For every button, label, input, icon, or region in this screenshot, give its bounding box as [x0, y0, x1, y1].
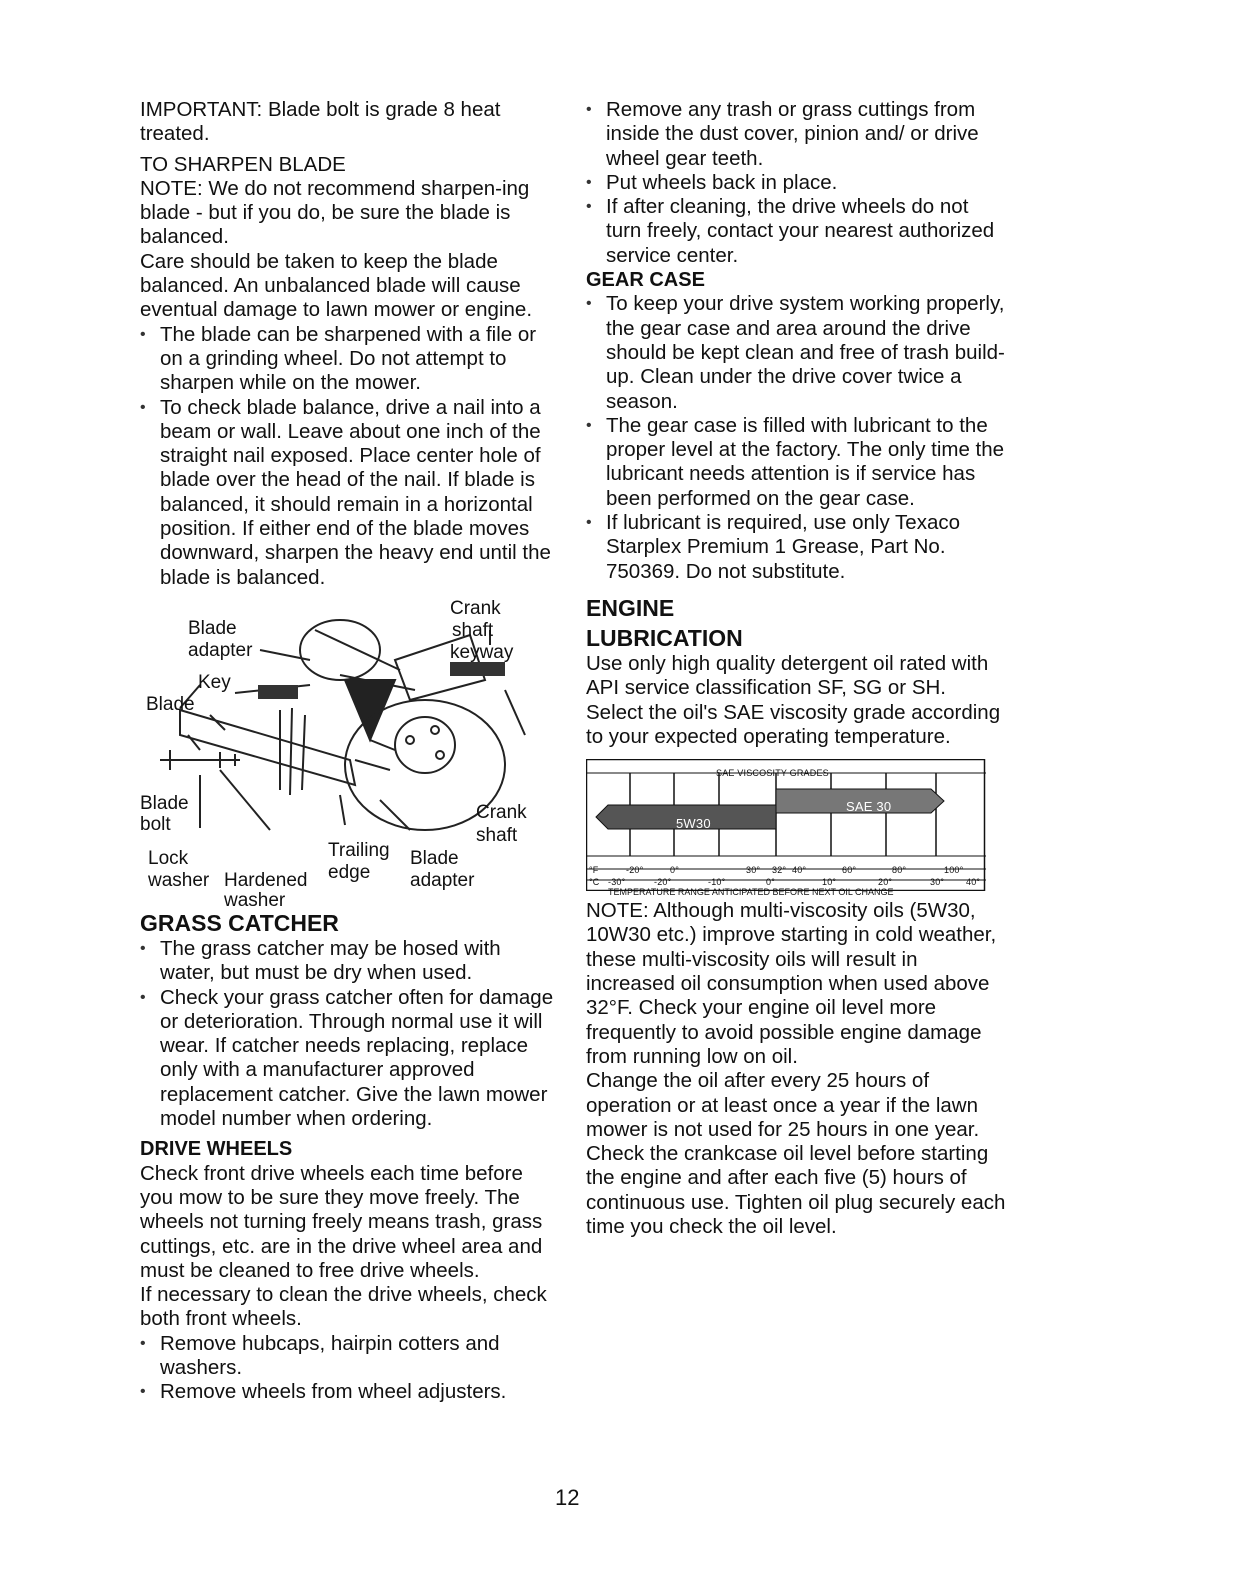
- blade-adapter-bottom-label-1: Blade: [410, 847, 459, 869]
- sharpen-note: NOTE: We do not recommend sharpen-ing blade - but if you do, be sure the blade is balanced.: [140, 176, 530, 249]
- list-item: • The blade can be sharpened with a file or on a grinding wheel. Do not attempt to sharpen while on the mower.: [140, 323, 560, 396]
- lock-washer-label-2: washer: [148, 869, 210, 891]
- c-tick: 10°: [822, 877, 837, 888]
- c-tick: -30°: [608, 877, 626, 888]
- care-paragraph: Care should be taken to keep the blade balanced. An unbalanced blade will cause eventual damage to lawn mower or engine.: [140, 249, 533, 322]
- grass-catcher-bullets: [140, 937, 560, 1131]
- lubrication-heading: LUBRICATION: [586, 624, 743, 651]
- list-item: • If after cleaning, the drive wheels do not turn freely, contact your nearest authorized service center.: [586, 195, 1006, 268]
- list-item: • Remove any trash or grass cuttings from inside the dust cover, pinion and/ or drive wheel gear teeth.: [586, 98, 1006, 171]
- f-tick: 32°: [772, 865, 787, 876]
- list-item: • Remove wheels from wheel adjusters.: [140, 1380, 560, 1404]
- trailing-edge-label-2: edge: [328, 861, 371, 883]
- blade-adapter-bottom-label-2: adapter: [410, 869, 475, 891]
- left-column: [140, 98, 560, 1405]
- crank-shaft-label-2: shaft: [476, 824, 518, 846]
- cleaning-bullets: [586, 98, 1006, 268]
- drive-wheels-paragraph-1: Check front drive wheels each time before you mow to be sure they move freely. The wheels not turning freely means trash, grass cuttings, etc. are in the drive wheel area and must be cleaned to free drive wheels.: [140, 1161, 543, 1282]
- check-crankcase-paragraph: Check the crankcase oil level before starting the engine and after each five (5) hours of continuous use. Tighten oil plug securely each time you check the oil level.: [586, 1142, 1006, 1238]
- lock-washer-label-1: Lock: [148, 847, 189, 869]
- c-tick: -10°: [708, 877, 726, 888]
- change-oil-paragraph: Change the oil after every 25 hours of operation or at least once a year if the lawn mower is not used for 25 hours in one year.: [586, 1069, 980, 1141]
- multi-viscosity-note: NOTE: Although multi-viscosity oils (5W30, 10W30 etc.) improve starting in cold weather, these multi-viscosity oils will result in increased oil consumption when used above 32°F. Check your engine oil level more frequently to avoid possible engine damage from running low on oil.: [586, 899, 997, 1068]
- gear-case-heading: GEAR CASE: [586, 269, 705, 292]
- c-tick: -20°: [654, 877, 672, 888]
- f-tick: 30°: [746, 865, 761, 876]
- blade-bolt-label-2: bolt: [140, 813, 171, 835]
- c-tick: 30°: [930, 877, 945, 888]
- blade-label: Blade: [146, 693, 195, 715]
- important-note: IMPORTANT: Blade bolt is grade 8 heat treated.: [140, 98, 501, 146]
- list-item: • The gear case is filled with lubricant to the proper level at the factory. The only time the lubricant needs attention is if service has been performed on the gear case.: [586, 414, 1006, 511]
- list-item: • Put wheels back in place.: [586, 171, 1006, 195]
- drive-wheels-paragraph-2: If necessary to clean the drive wheels, check both front wheels.: [140, 1283, 547, 1331]
- key-label: Key: [198, 671, 231, 693]
- drive-wheels-bullets: [140, 1332, 560, 1405]
- c-tick: 20°: [878, 877, 893, 888]
- hardened-washer-label-2: washer: [224, 889, 286, 911]
- fahrenheit-unit: °F: [589, 865, 599, 876]
- f-tick: 60°: [842, 865, 857, 876]
- drive-wheels-heading: DRIVE WHEELS: [140, 1138, 293, 1161]
- grass-catcher-heading: GRASS CATCHER: [140, 909, 339, 936]
- f-tick: 0°: [670, 865, 680, 876]
- blade-bolt-label-1: Blade: [140, 792, 189, 814]
- list-item: • Check your grass catcher often for damage or deterioration. Through normal use it will wear. If catcher needs replacing, replace only with a manufacturer approved replacement catcher. Give the lawn mower model number when ordering.: [140, 986, 560, 1132]
- viscosity-chart-title: SAE VISCOSITY GRADES: [716, 768, 829, 779]
- c-tick: 40°: [966, 877, 981, 888]
- list-item: • Remove hubcaps, hairpin cotters and washers.: [140, 1332, 560, 1381]
- sae-viscosity-chart: [586, 759, 986, 898]
- celsius-unit: °C: [589, 877, 600, 888]
- c-tick: 0°: [766, 877, 776, 888]
- trailing-edge-label-1: Trailing: [328, 839, 390, 861]
- list-item: • The grass catcher may be hosed with water, but must be dry when used.: [140, 937, 560, 986]
- page-number: 12: [555, 1485, 580, 1510]
- list-item: • To keep your drive system working properly, the gear case and area around the drive should be kept clean and free of trash build-up. Clean under the drive cover twice a season.: [586, 292, 1006, 413]
- blade-adapter-top-label-1: Blade: [188, 617, 237, 639]
- f-tick: 80°: [892, 865, 907, 876]
- f-tick: 100°: [944, 865, 964, 876]
- f-tick: 40°: [792, 865, 807, 876]
- sharpen-blade-heading: TO SHARPEN BLADE: [140, 152, 346, 176]
- crank-shaft-keyway-label-2: shaft: [452, 619, 494, 641]
- grade-sae30-label: SAE 30: [846, 799, 892, 815]
- gear-case-bullets: [586, 292, 1006, 584]
- f-tick: -20°: [626, 865, 644, 876]
- crank-shaft-keyway-label-1: Crank: [450, 597, 501, 619]
- crank-shaft-label-1: Crank: [476, 801, 527, 823]
- viscosity-chart-footer: TEMPERATURE RANGE ANTICIPATED BEFORE NEXT OIL CHANGE: [608, 887, 894, 898]
- crank-shaft-keyway-label-3: keyway: [450, 641, 514, 663]
- engine-heading: ENGINE: [586, 594, 675, 621]
- hardened-washer-label-1: Hardened: [224, 869, 308, 891]
- list-item: • If lubricant is required, use only Texaco Starplex Premium 1 Grease, Part No. 750369. Do not substitute.: [586, 511, 1006, 584]
- blade-assembly-figure: [140, 590, 560, 911]
- list-item: • To check blade balance, drive a nail into a beam or wall. Leave about one inch of the straight nail exposed. Place center hole of blade over the head of the nail. If blade is balanced, it should remain in a horizontal position. If either end of the blade moves downward, sharpen the heavy end until the blade is balanced.: [140, 396, 560, 590]
- grade-5w30-label: 5W30: [676, 816, 711, 832]
- lubrication-paragraph: Use only high quality detergent oil rated with API service classification SF, SG or SH. Select the oil's SAE viscosity grade according to your expected operating temperature.: [586, 651, 1001, 748]
- sharpen-bullets: [140, 323, 560, 590]
- right-column: [586, 98, 1006, 1239]
- blade-adapter-top-label-2: adapter: [188, 639, 253, 661]
